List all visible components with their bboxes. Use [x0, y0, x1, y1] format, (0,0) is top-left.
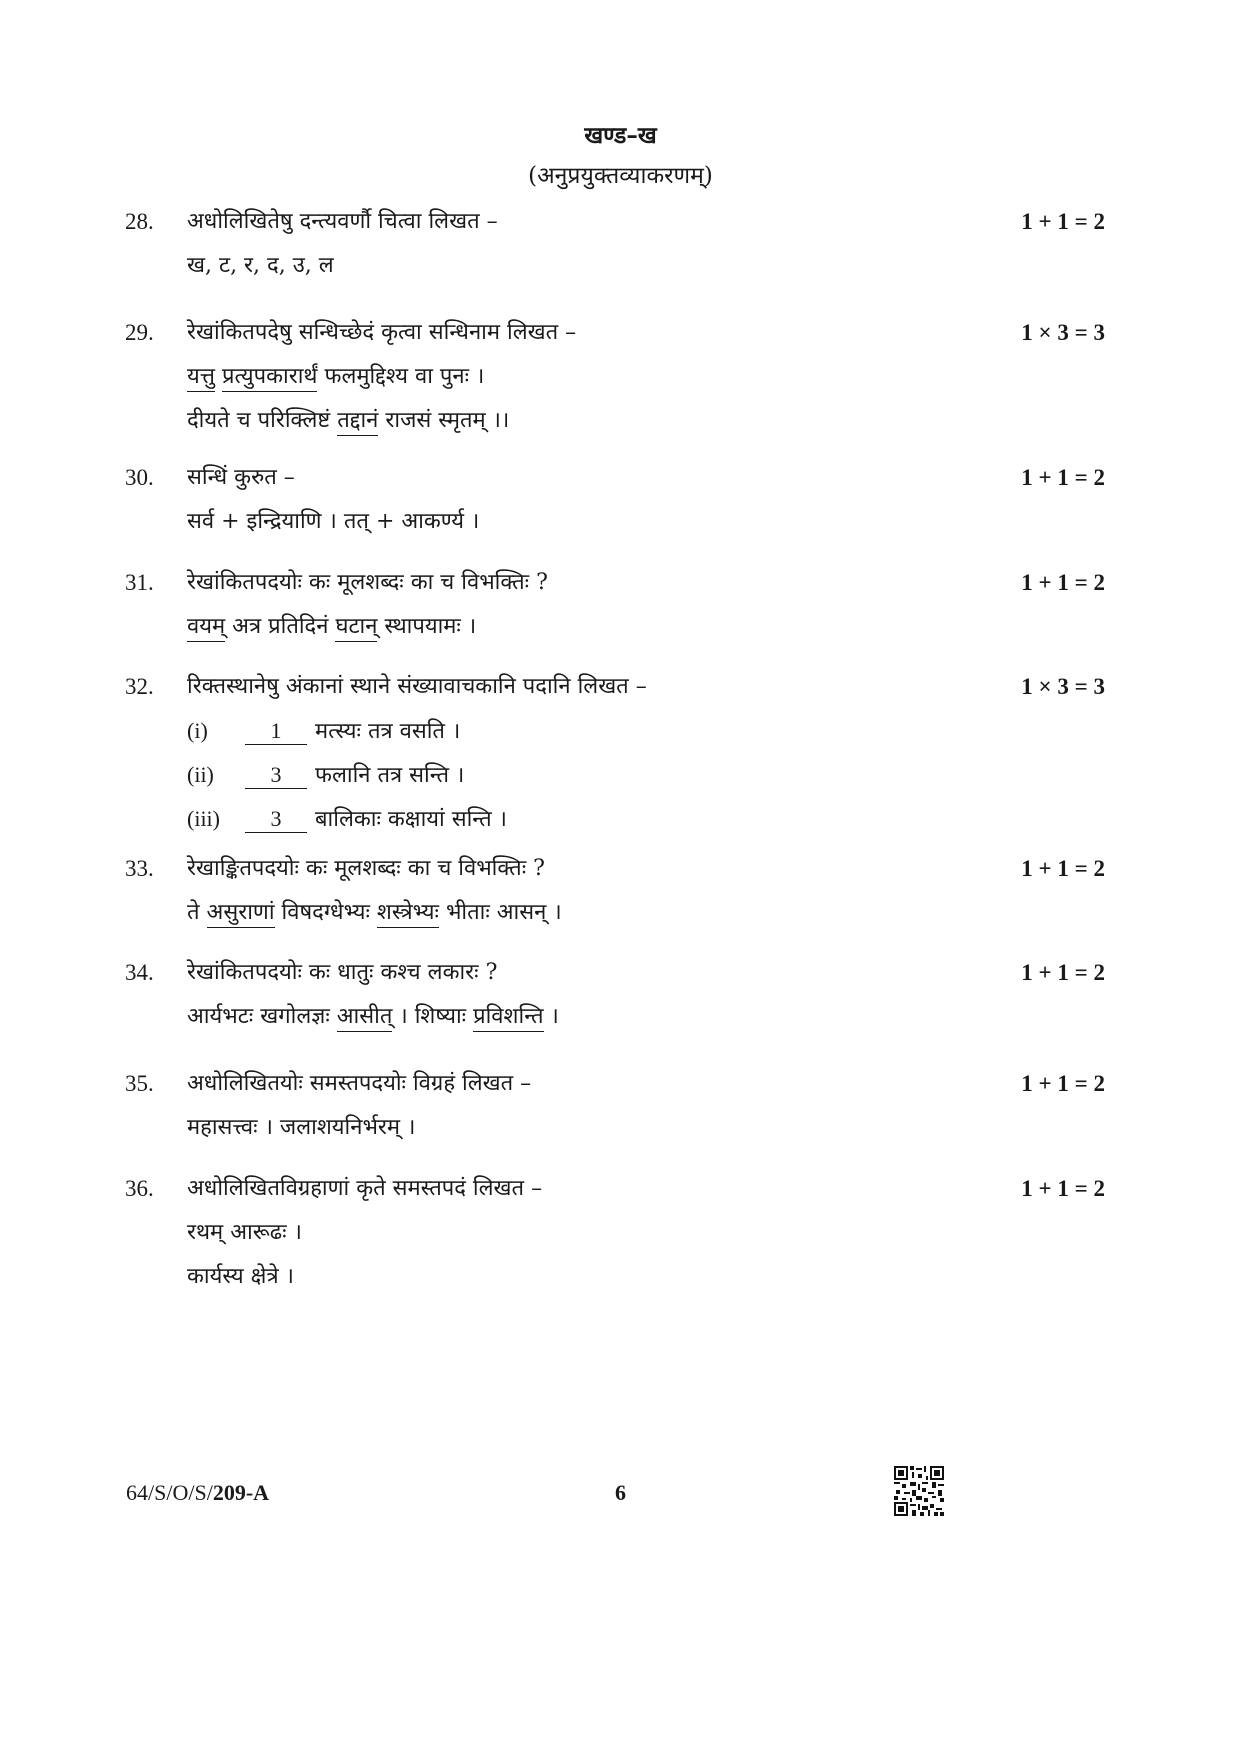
line-text: । [550, 1004, 559, 1029]
question-number: 30. [125, 465, 154, 490]
item-text: मत्स्यः तत्र वसति । [315, 719, 461, 744]
question-text: अधोलिखितेषु दन्त्यवर्णौ चित्वा लिखत – [187, 209, 498, 234]
question-text: रिक्तस्थानेषु अंकानां स्थाने संख्यावाचकानि पदानि लिखत – [187, 674, 647, 699]
marks: 1 + 1 = 2 [1021, 1071, 1105, 1096]
line-text: । शिष्याः [399, 1004, 474, 1029]
item-text: बालिकाः कक्षायां सन्ति । [315, 807, 507, 832]
underlined-word: शस्त्रेभ्यः [377, 900, 439, 928]
question-number: 28. [125, 209, 154, 234]
question-text: रेखांकितपदयोः कः धातुः कश्च लकारः ? [187, 960, 498, 985]
item-numeral: (iii) [187, 806, 220, 831]
question-line: महासत्त्वः । जलाशयनिर्भरम् । [187, 1115, 416, 1140]
question-line [125, 995, 1105, 1039]
qr-code-icon [894, 1466, 944, 1516]
paper-code-suffix: 209-A [212, 1480, 270, 1505]
question-line [125, 355, 1105, 399]
item-text: फलानि तत्र सन्ति । [315, 763, 465, 788]
item-numeral: (i) [187, 718, 208, 743]
question-line: कार्यस्य क्षेत्रे । [187, 1264, 294, 1289]
line-text: आर्यभटः खगोलज्ञः [187, 1004, 337, 1029]
underlined-word: असुराणां [207, 900, 275, 928]
underlined-word: आसीत् [337, 1004, 393, 1032]
line-text: स्थापयामः । [384, 614, 477, 639]
question-30 [125, 456, 1105, 544]
question-text: अधोलिखितविग्रहाणां कृते समस्तपदं लिखत – [187, 1176, 543, 1201]
question-28 [125, 200, 1105, 288]
blank-answer: 3 [245, 762, 307, 789]
marks: 1 + 1 = 2 [1021, 856, 1105, 881]
underlined-word: यत्तु [187, 364, 215, 392]
question-text: रेखांकितपदेषु सन्धिच्छेदं कृत्वा सन्धिनाम लिखत – [187, 320, 577, 345]
question-line [125, 399, 1105, 443]
question-text: रेखाङ्कितपदयोः कः मूलशब्दः का च विभक्तिः ? [187, 856, 545, 881]
fill-blank-item [125, 753, 1105, 797]
question-number: 34. [125, 960, 154, 985]
blank-answer: 3 [245, 806, 307, 833]
marks: 1 + 1 = 2 [1021, 209, 1105, 234]
underlined-word: घटान् [335, 614, 377, 642]
question-line: ख, ट, र, द, उ, ल [187, 253, 334, 278]
item-numeral: (ii) [187, 762, 214, 787]
question-line: रथम् आरूढः । [187, 1220, 302, 1245]
question-number: 35. [125, 1071, 154, 1096]
page-number: 6 [615, 1480, 626, 1505]
paper-code-prefix: 64/S/O/S/ [126, 1480, 213, 1505]
underlined-word: प्रत्युपकारार्थं [222, 364, 318, 392]
question-31 [125, 561, 1105, 649]
line-text: ते [187, 900, 207, 925]
section-subtitle: (अनुप्रयुक्तव्याकरणम्) [528, 163, 713, 189]
line-text: अत्र प्रतिदिनं [232, 614, 336, 639]
question-number: 32. [125, 674, 154, 699]
question-29 [125, 311, 1105, 443]
question-36 [125, 1167, 1105, 1299]
line-text: विषदग्धेभ्यः [281, 900, 377, 925]
question-text: अधोलिखितयोः समस्तपदयोः विग्रहं लिखत – [187, 1071, 532, 1096]
line-text: राजसं स्मृतम् ।। [385, 408, 510, 433]
question-32 [125, 665, 1105, 841]
section-title: खण्ड–ख [584, 122, 657, 149]
question-number: 33. [125, 856, 154, 881]
marks: 1 × 3 = 3 [1021, 674, 1105, 699]
marks: 1 + 1 = 2 [1021, 1176, 1105, 1201]
question-33 [125, 847, 1105, 935]
question-number: 29. [125, 320, 154, 345]
line-text: फलमुद्दिश्य वा पुनः । [324, 364, 485, 389]
question-line [125, 891, 1105, 935]
line-text: दीयते च परिक्लिष्टं [187, 408, 338, 433]
underlined-word: प्रविशन्ति [473, 1004, 543, 1032]
question-text: रेखांकितपदयोः कः मूलशब्दः का च विभक्तिः ? [187, 570, 548, 595]
fill-blank-item [125, 709, 1105, 753]
line-text: भीताः आसन् । [445, 900, 562, 925]
fill-blank-item [125, 797, 1105, 841]
marks: 1 × 3 = 3 [1021, 320, 1105, 345]
marks: 1 + 1 = 2 [1021, 465, 1105, 490]
underlined-word: वयम् [187, 614, 225, 642]
underlined-word: तद्दानं [337, 408, 378, 436]
marks: 1 + 1 = 2 [1021, 960, 1105, 985]
question-34 [125, 951, 1105, 1039]
question-number: 31. [125, 570, 154, 595]
question-35 [125, 1062, 1105, 1150]
blank-answer: 1 [245, 718, 307, 745]
question-line [125, 605, 1105, 649]
question-number: 36. [125, 1176, 154, 1201]
question-line: सर्व + इन्द्रियाणि । तत् + आकर्ण्य । [187, 509, 480, 534]
question-text: सन्धिं कुरुत – [187, 465, 295, 490]
marks: 1 + 1 = 2 [1021, 570, 1105, 595]
